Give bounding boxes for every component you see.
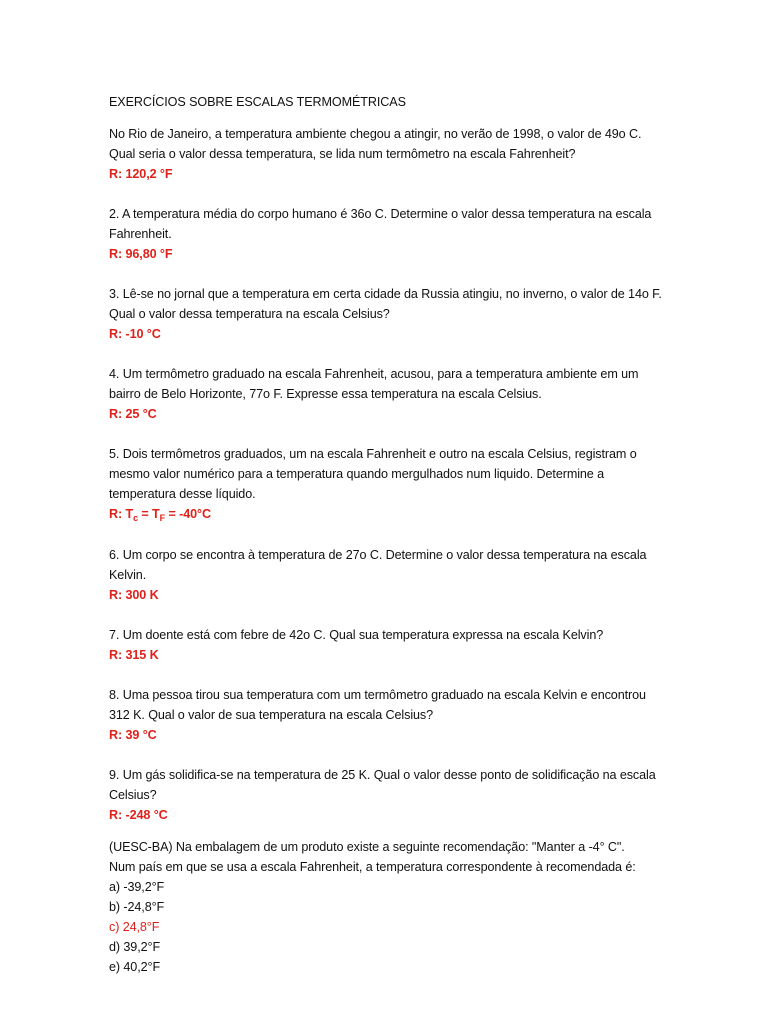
question-8-answer: R: 39 °C bbox=[109, 728, 157, 742]
question-uesc bbox=[109, 837, 668, 977]
question-8-text: 8. Uma pessoa tirou sua temperatura com um termômetro graduado na escala Kelvin e encontrou 312 K. Qual o valor de sua temperatura na escala Celsius? bbox=[109, 688, 646, 722]
question-4 bbox=[109, 364, 668, 424]
question-9 bbox=[109, 765, 668, 825]
question-4-text: 4. Um termômetro graduado na escala Fahrenheit, acusou, para a temperatura ambiente em um bairro de Belo Horizonte, 77o F. Expresse essa temperatura na escala Celsius. bbox=[109, 367, 639, 401]
uesc-line-2: Num país em que se usa a escala Fahrenheit, a temperatura correspondente à recomendada é: bbox=[109, 860, 636, 874]
question-3-text: 3. Lê-se no jornal que a temperatura em certa cidade da Russia atingiu, no inverno, o valor de 14o F. Qual o valor dessa temperatura na escala Celsius? bbox=[109, 287, 662, 321]
question-1 bbox=[109, 124, 668, 184]
question-2 bbox=[109, 204, 668, 264]
question-5-answer bbox=[109, 504, 668, 525]
question-1-answer: R: 120,2 °F bbox=[109, 167, 173, 181]
question-4-answer: R: 25 °C bbox=[109, 407, 157, 421]
question-3 bbox=[109, 284, 668, 344]
question-6-text: 6. Um corpo se encontra à temperatura de 27o C. Determine o valor dessa temperatura na escala Kelvin. bbox=[109, 548, 647, 582]
question-7-answer: R: 315 K bbox=[109, 648, 159, 662]
subscript-c: c bbox=[133, 513, 138, 523]
option-c-correct: c) 24,8°F bbox=[109, 920, 160, 934]
question-7 bbox=[109, 625, 668, 665]
answer-prefix: R: T bbox=[109, 507, 134, 521]
question-6 bbox=[109, 545, 668, 605]
question-9-answer: R: -248 °C bbox=[109, 808, 168, 822]
option-a: a) -39,2°F bbox=[109, 880, 165, 894]
question-5-text: 5. Dois termômetros graduados, um na escala Fahrenheit e outro na escala Celsius, registram o mesmo valor numérico para a temperatura quando mergulhados num liquido. Determine a temperatura desse líquido. bbox=[109, 447, 637, 501]
question-2-answer: R: 96,80 °F bbox=[109, 247, 173, 261]
option-b: b) -24,8°F bbox=[109, 900, 165, 914]
question-8 bbox=[109, 685, 668, 745]
question-3-answer: R: -10 °C bbox=[109, 327, 161, 341]
option-e: e) 40,2°F bbox=[109, 960, 161, 974]
subscript-f: F bbox=[159, 513, 166, 523]
question-7-text: 7. Um doente está com febre de 42o C. Qual sua temperatura expressa na escala Kelvin? bbox=[109, 628, 604, 642]
question-9-text: 9. Um gás solidifica-se na temperatura de 25 K. Qual o valor desse ponto de solidificação na escala Celsius? bbox=[109, 768, 656, 802]
question-2-text: 2. A temperatura média do corpo humano é 36o C. Determine o valor dessa temperatura na escala Fahrenheit. bbox=[109, 207, 652, 241]
option-d: d) 39,2°F bbox=[109, 940, 161, 954]
uesc-line-1: (UESC-BA) Na embalagem de um produto existe a seguinte recomendação: "Manter a -4° C". bbox=[109, 840, 625, 854]
question-5 bbox=[109, 444, 668, 525]
document-title: EXERCÍCIOS SOBRE ESCALAS TERMOMÉTRICAS bbox=[109, 95, 406, 109]
answer-suffix: = -40°C bbox=[165, 507, 211, 521]
question-6-answer: R: 300 K bbox=[109, 588, 159, 602]
answer-mid: = T bbox=[138, 507, 160, 521]
question-1-text: No Rio de Janeiro, a temperatura ambiente chegou a atingir, no verão de 1998, o valor de 49o C. Qual seria o valor dessa temperatura, se lida num termômetro na escala Fahrenheit? bbox=[109, 127, 642, 161]
